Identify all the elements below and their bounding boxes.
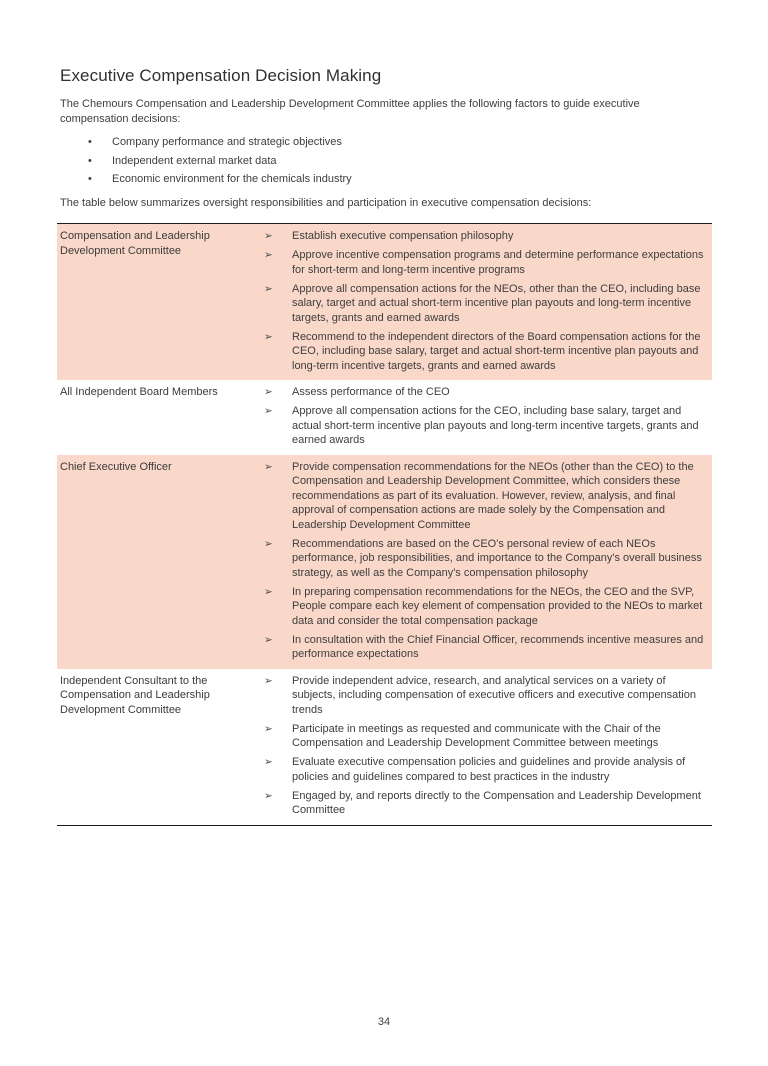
list-item-text: Provide independent advice, research, and analytical services on a variety of subjects, including compensation of executive officers and executive compensation trends (292, 674, 696, 716)
row-items (262, 460, 706, 662)
table-row (57, 380, 712, 455)
list-item-text: Provide compensation recommendations for the NEOs (other than the CEO) to the Compensation and Leadership Development Committee, which considers these recommendations as part of its evaluation. However, review, analysis, and final approval of compensation actions are made solely by the Compensation and Leadership Development Committee (292, 460, 694, 531)
arrowhead-icon: ➢ (264, 722, 273, 735)
row-items (262, 385, 706, 448)
list-item (262, 404, 706, 448)
table-lead-paragraph: The table below summarizes oversight responsibilities and participation in executive compensation decisions: (60, 197, 592, 209)
list-item (262, 330, 706, 374)
list-item-text: Approve incentive compensation programs and determine performance expectations for short-term and long-term incentive programs (292, 249, 704, 276)
list-item-text: Company performance and strategic objectives (112, 136, 342, 148)
list-item (262, 248, 706, 277)
list-item-text: Participate in meetings as requested and communicate with the Chair of the Compensation and Leadership Development Committee between meetings (292, 722, 661, 749)
intro-paragraph: The Chemours Compensation and Leadership Development Committee applies the following factors to guide executive compensation decisions: (60, 98, 640, 125)
page-title: Executive Compensation Decision Making (60, 66, 382, 85)
table-row (57, 224, 712, 380)
row-items (262, 229, 706, 373)
list-item-text: Assess performance of the CEO (292, 386, 450, 398)
intro-bullet-list (60, 135, 768, 187)
list-item-text: Independent external market data (112, 154, 277, 167)
list-item (262, 385, 706, 400)
list-item (262, 789, 706, 818)
list-item-text: Evaluate executive compensation policies and guidelines and provide analysis of policies and guidelines compared to best practices in the industry (292, 756, 686, 783)
arrowhead-icon: ➢ (264, 633, 273, 646)
arrowhead-icon: ➢ (264, 282, 273, 295)
arrowhead-icon: ➢ (264, 789, 273, 802)
list-item-text: In consultation with the Chief Financial Officer, recommends incentive measures and performance expectations (292, 633, 704, 660)
bullet-icon: • (88, 154, 92, 167)
table-row (57, 669, 712, 825)
list-item (262, 674, 706, 718)
list-item (60, 172, 768, 187)
list-item-text: Recommendations are based on the CEO's personal review of each NEOs performance, job responsibilities, and importance to the Company's overall business strategy, as well as the Company's compensation philosophy (292, 537, 702, 579)
row-role: All Independent Board Members (60, 386, 218, 398)
arrowhead-icon: ➢ (264, 537, 273, 550)
row-role: Chief Executive Officer (60, 460, 172, 473)
list-item (262, 633, 706, 662)
arrowhead-icon: ➢ (264, 405, 273, 417)
list-item-text: Economic environment for the chemicals industry (112, 173, 352, 185)
arrowhead-icon: ➢ (264, 674, 273, 687)
list-item-text: Approve all compensation actions for the NEOs, other than the CEO, including base salary, target and actual short-term incentive plan payouts and long-term incentive targets, grants and earned awards (292, 282, 701, 324)
arrowhead-icon: ➢ (264, 330, 273, 343)
list-item-text: Engaged by, and reports directly to the Compensation and Leadership Development Committee (292, 789, 701, 816)
list-item (262, 460, 706, 533)
arrowhead-icon: ➢ (264, 756, 273, 768)
arrowhead-icon: ➢ (264, 460, 273, 473)
table-row (57, 455, 712, 669)
list-item (60, 154, 768, 169)
page-number: 34 (377, 1016, 391, 1028)
arrowhead-icon: ➢ (264, 585, 273, 598)
list-item (262, 585, 706, 629)
document-page (0, 66, 768, 1066)
list-item (60, 135, 768, 150)
row-role: Compensation and Leadership Development Committee (60, 230, 210, 257)
list-item-text: Approve all compensation actions for the CEO, including base salary, target and actual short-term incentive plan payouts and long-term incentive targets, grants and earned awards (292, 405, 699, 446)
arrowhead-icon: ➢ (264, 249, 273, 261)
row-items (262, 674, 706, 818)
bullet-icon: • (88, 136, 92, 148)
list-item-text: In preparing compensation recommendations for the NEOs, the CEO and the SVP, People compare each key element of compensation provided to the NEOs to market data and consider the total compensation package (292, 585, 703, 627)
oversight-table (57, 223, 712, 826)
arrowhead-icon: ➢ (264, 230, 273, 242)
arrowhead-icon: ➢ (264, 386, 273, 398)
row-role: Independent Consultant to the Compensation and Leadership Development Committee (60, 674, 210, 716)
list-item (262, 282, 706, 326)
list-item (262, 755, 706, 784)
list-item-text: Recommend to the independent directors of the Board compensation actions for the CEO, including base salary, target and actual short-term incentive plan payouts and long-term incentive targets, grants and earned awards (292, 330, 701, 372)
list-item (262, 229, 706, 244)
bullet-icon: • (88, 173, 92, 185)
list-item-text: Establish executive compensation philosophy (292, 230, 514, 242)
list-item (262, 722, 706, 751)
list-item (262, 537, 706, 581)
